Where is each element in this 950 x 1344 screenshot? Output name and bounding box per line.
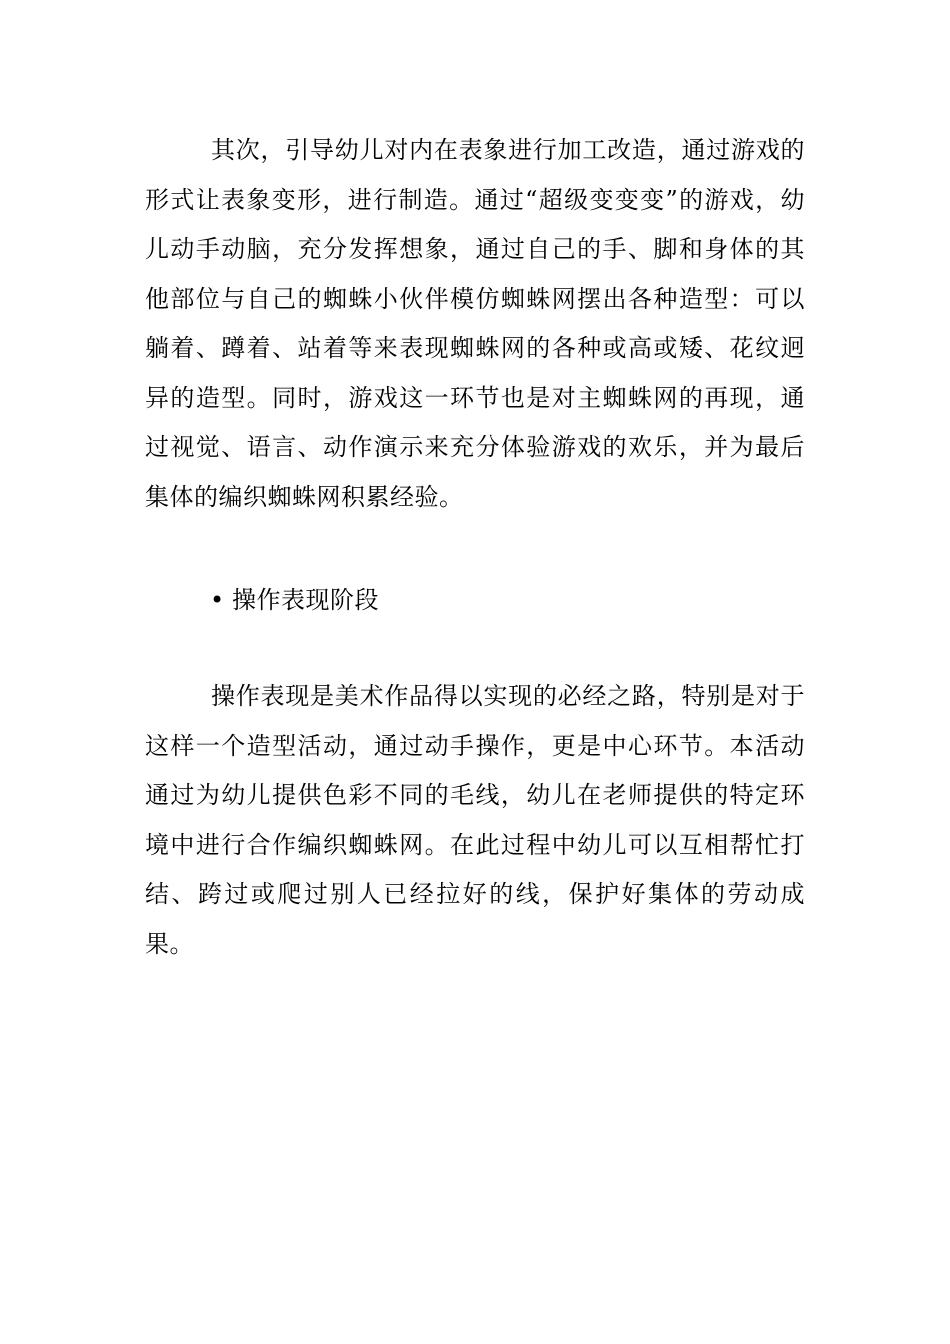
section-heading-text: 操作表现阶段 (232, 586, 379, 614)
bullet-icon: • (210, 586, 225, 614)
paragraph-game-stage: 其次，引导幼儿对内在表象进行加工改造，通过游戏的形式让表象变形，进行制造。通过“超级变变变”的游戏，幼儿动手动脑，充分发挥想象，通过自己的手、脚和身体的其他部位与自己的蜘蛛小伙伴模仿蜘蛛网摆出各种造型：可以躺着、蹲着、站着等来表现蜘蛛网的各种或高或矮、花纹迥异的造型。同时，游戏这一环节也是对主蜘蛛网的再现，通过视觉、语言、动作演示来充分体验游戏的欢乐，并为最后集体的编织蜘蛛网积累经验。 (145, 136, 805, 511)
paragraph-operation-stage: 操作表现是美术作品得以实现的必经之路，特别是对于这样一个造型活动，通过动手操作，更是中心环节。本活动通过为幼儿提供色彩不同的毛线，幼儿在老师提供的特定环境中进行合作编织蜘蛛网。在此过程中幼儿可以互相帮忙打结、跨过或爬过别人已经拉好的线，保护好集体的劳动成果。 (145, 682, 805, 958)
section-heading (210, 576, 805, 626)
